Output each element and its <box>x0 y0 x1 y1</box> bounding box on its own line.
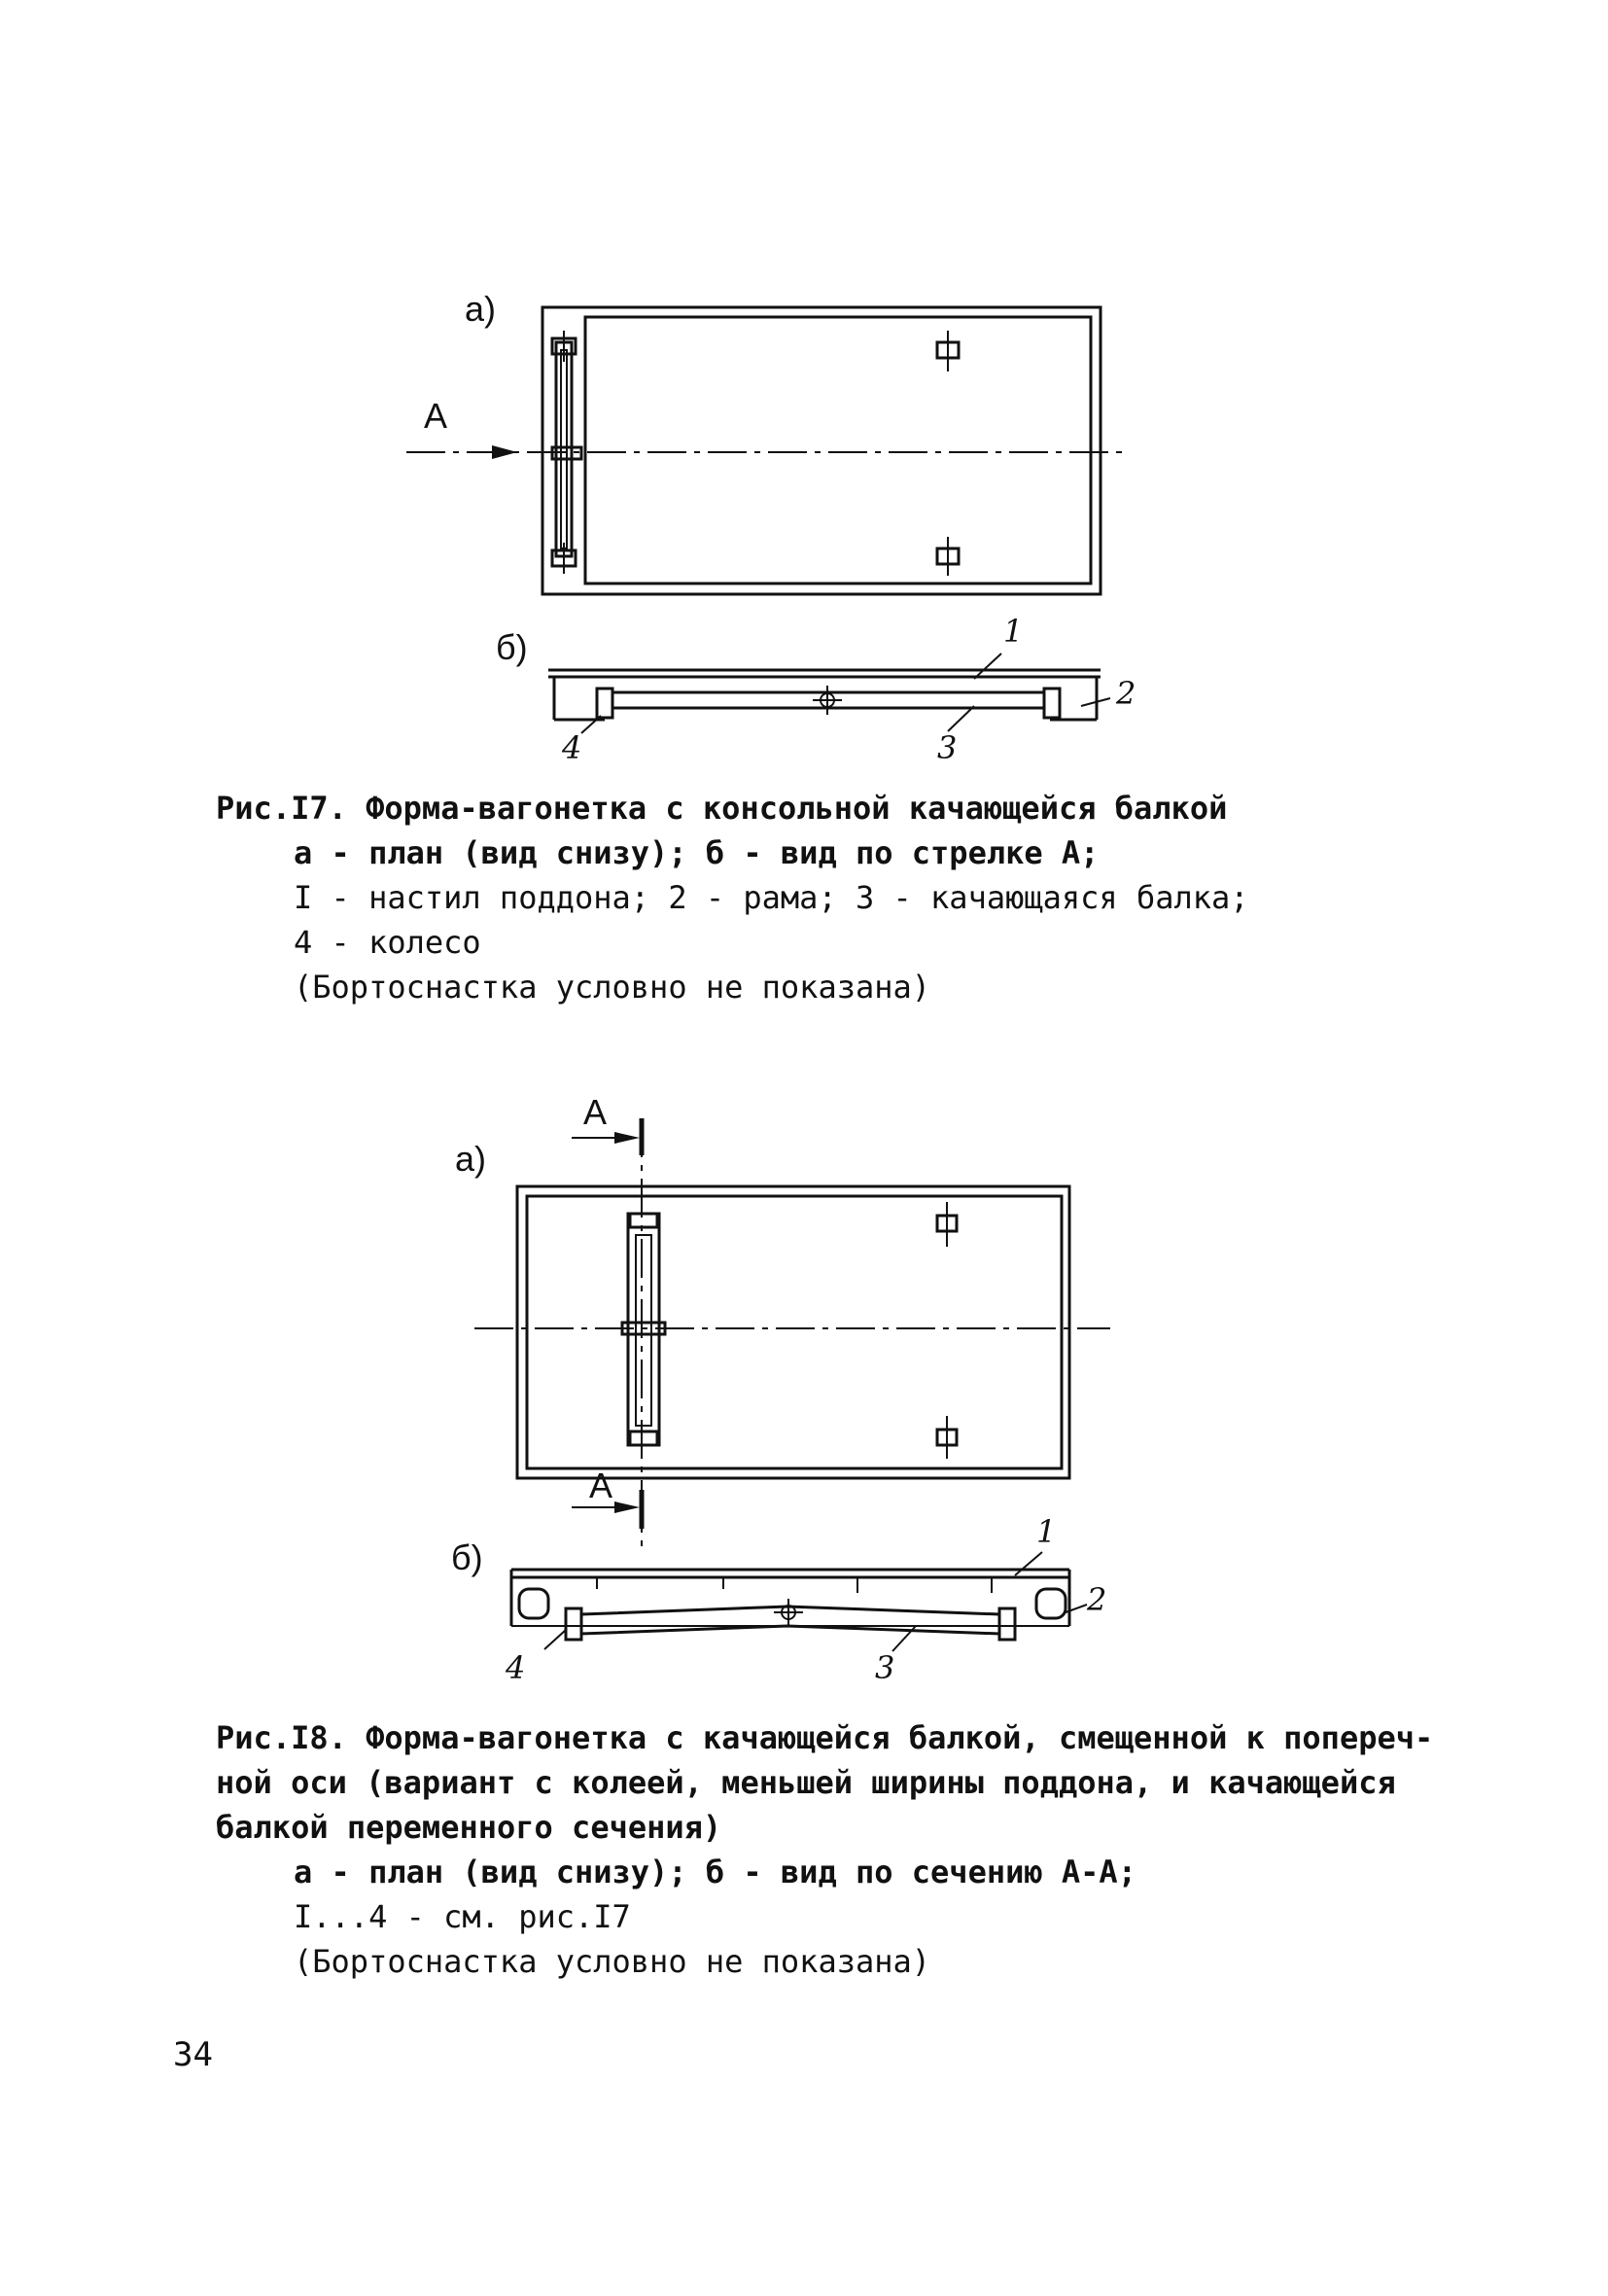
fig17-caption-line3: 4 - колесо <box>294 924 481 961</box>
fig18-caption-title-3: балкой переменного сечения) <box>216 1809 722 1846</box>
fig17-plan-view <box>406 307 1128 594</box>
fig17-frame-inner <box>585 317 1091 583</box>
fig18-label-b: б) <box>451 1537 483 1577</box>
fig17-label-b: б) <box>496 627 528 667</box>
fig18-frame-outer <box>517 1186 1069 1478</box>
fig17-arrow-label: А <box>424 396 448 436</box>
fig17-caption-line1: а - план (вид снизу); б - вид по стрелке А; <box>294 834 1100 871</box>
fig18-caption-title-1: Рис.I8. Форма-вагонетка с качающейся балкой, смещенной к попереч- <box>216 1719 1434 1756</box>
fig18-label-a: а) <box>455 1139 487 1179</box>
fig17-callout-2: 2 <box>1116 675 1136 712</box>
fig18-caption-title-2: ной оси (вариант с колеей, меньшей ширины поддона, и качающейся <box>216 1764 1396 1801</box>
fig18-section-label-top: А <box>583 1092 608 1132</box>
fig18-section-label-bottom: А <box>589 1466 613 1505</box>
fig17-callout-4: 4 <box>562 729 582 766</box>
fig18-plan-view <box>474 1118 1110 1546</box>
fig17-caption <box>216 786 1249 1009</box>
fig17-side-view <box>548 653 1110 733</box>
fig18-caption-line1: а - план (вид снизу); б - вид по сечению А-А; <box>294 1854 1136 1890</box>
fig17-arrow-head <box>492 445 517 459</box>
fig17-wheel-right <box>1044 689 1060 718</box>
page-number: 34 <box>173 2035 213 2074</box>
fig17-callout-3: 3 <box>937 729 958 766</box>
fig18-caption-line3: (Бортоснастка условно не показана) <box>294 1943 931 1980</box>
fig18-wheel-right <box>999 1608 1015 1640</box>
fig18-side-view <box>511 1552 1087 1651</box>
fig18-caption <box>216 1715 1433 1984</box>
fig18-callout-1: 1 <box>1036 1513 1057 1550</box>
fig17-caption-title: Рис.I7. Форма-вагонетка с консольной качающейся балкой <box>216 790 1228 827</box>
fig18-frame-right <box>1036 1589 1066 1618</box>
fig18-frame-inner <box>527 1196 1062 1468</box>
fig18-callout-2: 2 <box>1087 1581 1107 1618</box>
fig17-frame-outer <box>542 307 1101 594</box>
fig17-caption-line2: I - настил поддона; 2 - рама; 3 - качающаяся балка; <box>294 879 1249 916</box>
fig17-label-a: а) <box>465 289 497 329</box>
fig18-frame-left <box>519 1589 548 1618</box>
fig18-swing-beam-side <box>581 1607 999 1634</box>
fig18-wheel-left <box>566 1608 581 1640</box>
fig18-callout-4: 4 <box>506 1649 526 1686</box>
fig17-wheel-left <box>597 689 612 718</box>
fig18-caption-line2: I...4 - см. рис.I7 <box>294 1898 631 1935</box>
fig17-callout-1: 1 <box>1003 613 1024 650</box>
fig17-beam <box>556 342 572 556</box>
fig18-callout-3: 3 <box>875 1649 895 1686</box>
fig17-caption-line4: (Бортоснастка условно не показана) <box>294 969 931 1006</box>
